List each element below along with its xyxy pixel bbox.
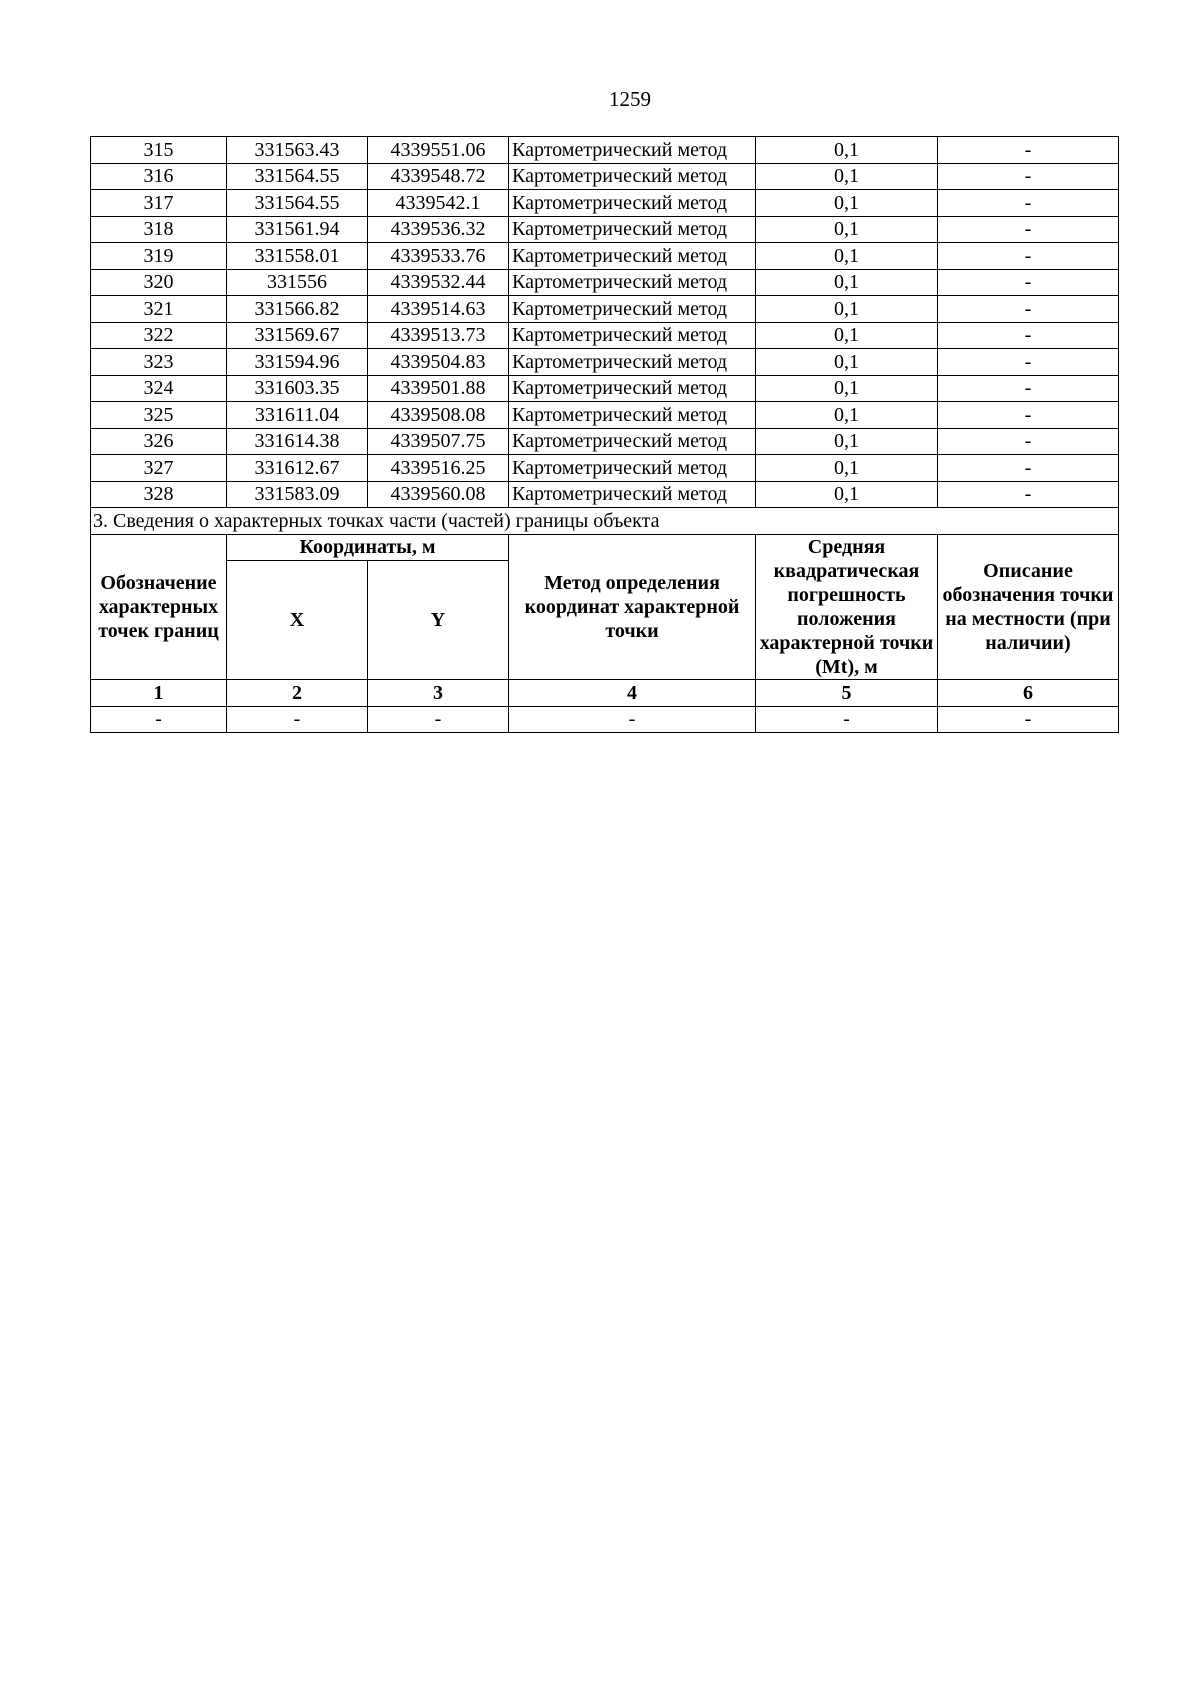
point-x-cell: 331564.55 — [227, 190, 368, 217]
empty-cell: - — [938, 706, 1119, 733]
section3-title-row — [91, 508, 1119, 535]
point-x-cell: 331603.35 — [227, 375, 368, 402]
point-y-cell: 4339508.08 — [368, 402, 509, 429]
point-description-cell: - — [938, 216, 1119, 243]
point-mt-cell: 0,1 — [756, 269, 938, 296]
point-x-cell: 331612.67 — [227, 455, 368, 482]
point-id-cell: 316 — [91, 163, 227, 190]
table-row — [91, 190, 1119, 217]
table-row — [91, 455, 1119, 482]
point-id-cell: 325 — [91, 402, 227, 429]
header-method: Метод определения координат характерной точки — [509, 534, 756, 680]
column-numbers-row — [91, 680, 1119, 707]
point-description-cell: - — [938, 269, 1119, 296]
section3-header-row — [91, 534, 1119, 561]
table-row — [91, 322, 1119, 349]
point-x-cell: 331563.43 — [227, 137, 368, 164]
point-x-cell: 331594.96 — [227, 349, 368, 376]
point-description-cell: - — [938, 375, 1119, 402]
point-description-cell: - — [938, 190, 1119, 217]
point-mt-cell: 0,1 — [756, 428, 938, 455]
point-description-cell: - — [938, 349, 1119, 376]
point-y-cell: 4339560.08 — [368, 481, 509, 508]
point-id-cell: 324 — [91, 375, 227, 402]
column-number: 5 — [756, 680, 938, 707]
point-id-cell: 322 — [91, 322, 227, 349]
point-method-cell: Картометрический метод — [509, 481, 756, 508]
point-y-cell: 4339507.75 — [368, 428, 509, 455]
point-mt-cell: 0,1 — [756, 455, 938, 482]
point-method-cell: Картометрический метод — [509, 428, 756, 455]
point-description-cell: - — [938, 481, 1119, 508]
header-mt: Средняя квадратическая погрешность положения характерной точки (Mt), м — [756, 534, 938, 680]
point-method-cell: Картометрический метод — [509, 163, 756, 190]
point-method-cell: Картометрический метод — [509, 216, 756, 243]
point-method-cell: Картометрический метод — [509, 243, 756, 270]
point-id-cell: 317 — [91, 190, 227, 217]
table-row — [91, 296, 1119, 323]
point-x-cell: 331556 — [227, 269, 368, 296]
table-row — [91, 216, 1119, 243]
point-description-cell: - — [938, 428, 1119, 455]
point-mt-cell: 0,1 — [756, 296, 938, 323]
header-coordinates: Координаты, м — [227, 534, 509, 561]
point-description-cell: - — [938, 243, 1119, 270]
empty-cell: - — [509, 706, 756, 733]
column-number: 6 — [938, 680, 1119, 707]
point-method-cell: Картометрический метод — [509, 402, 756, 429]
empty-cell: - — [756, 706, 938, 733]
point-id-cell: 323 — [91, 349, 227, 376]
point-id-cell: 319 — [91, 243, 227, 270]
point-method-cell: Картометрический метод — [509, 375, 756, 402]
point-y-cell: 4339513.73 — [368, 322, 509, 349]
empty-cell: - — [91, 706, 227, 733]
table-row — [91, 137, 1119, 164]
point-mt-cell: 0,1 — [756, 322, 938, 349]
point-method-cell: Картометрический метод — [509, 349, 756, 376]
point-method-cell: Картометрический метод — [509, 137, 756, 164]
point-x-cell: 331569.67 — [227, 322, 368, 349]
point-description-cell: - — [938, 296, 1119, 323]
header-designation: Обозначение характерных точек границ — [91, 534, 227, 680]
point-id-cell: 321 — [91, 296, 227, 323]
point-description-cell: - — [938, 455, 1119, 482]
point-mt-cell: 0,1 — [756, 137, 938, 164]
point-id-cell: 327 — [91, 455, 227, 482]
point-description-cell: - — [938, 137, 1119, 164]
point-method-cell: Картометрический метод — [509, 322, 756, 349]
point-description-cell: - — [938, 402, 1119, 429]
points-table-body — [91, 137, 1119, 508]
point-y-cell: 4339504.83 — [368, 349, 509, 376]
point-y-cell: 4339514.63 — [368, 296, 509, 323]
point-y-cell: 4339516.25 — [368, 455, 509, 482]
empty-cell: - — [368, 706, 509, 733]
empty-cell: - — [227, 706, 368, 733]
table-row — [91, 428, 1119, 455]
table-row — [91, 402, 1119, 429]
point-id-cell: 326 — [91, 428, 227, 455]
point-mt-cell: 0,1 — [756, 481, 938, 508]
point-id-cell: 328 — [91, 481, 227, 508]
point-mt-cell: 0,1 — [756, 402, 938, 429]
column-number: 1 — [91, 680, 227, 707]
table-row — [91, 163, 1119, 190]
point-x-cell: 331564.55 — [227, 163, 368, 190]
point-id-cell: 315 — [91, 137, 227, 164]
point-mt-cell: 0,1 — [756, 163, 938, 190]
coordinates-table — [90, 136, 1119, 733]
point-x-cell: 331611.04 — [227, 402, 368, 429]
section3-body — [91, 508, 1119, 733]
point-description-cell: - — [938, 322, 1119, 349]
point-method-cell: Картометрический метод — [509, 269, 756, 296]
point-y-cell: 4339536.32 — [368, 216, 509, 243]
point-mt-cell: 0,1 — [756, 216, 938, 243]
point-mt-cell: 0,1 — [756, 349, 938, 376]
point-mt-cell: 0,1 — [756, 375, 938, 402]
table-row — [91, 481, 1119, 508]
point-id-cell: 320 — [91, 269, 227, 296]
point-x-cell: 331558.01 — [227, 243, 368, 270]
table-row — [91, 269, 1119, 296]
point-method-cell: Картометрический метод — [509, 190, 756, 217]
point-y-cell: 4339501.88 — [368, 375, 509, 402]
point-x-cell: 331561.94 — [227, 216, 368, 243]
point-description-cell: - — [938, 163, 1119, 190]
point-method-cell: Картометрический метод — [509, 455, 756, 482]
page-number: 1259 — [609, 87, 651, 111]
point-id-cell: 318 — [91, 216, 227, 243]
point-x-cell: 331614.38 — [227, 428, 368, 455]
point-y-cell: 4339542.1 — [368, 190, 509, 217]
table-row — [91, 375, 1119, 402]
point-y-cell: 4339533.76 — [368, 243, 509, 270]
point-method-cell: Картометрический метод — [509, 296, 756, 323]
header-description: Описание обозначения точки на местности (при наличии) — [938, 534, 1119, 680]
section3-empty-row — [91, 706, 1119, 733]
column-number: 4 — [509, 680, 756, 707]
point-y-cell: 4339551.06 — [368, 137, 509, 164]
point-y-cell: 4339532.44 — [368, 269, 509, 296]
column-number: 3 — [368, 680, 509, 707]
point-y-cell: 4339548.72 — [368, 163, 509, 190]
point-mt-cell: 0,1 — [756, 190, 938, 217]
header-y: Y — [368, 561, 509, 680]
column-number: 2 — [227, 680, 368, 707]
section3-title: 3. Сведения о характерных точках части (частей) границы объекта — [91, 508, 1119, 535]
point-mt-cell: 0,1 — [756, 243, 938, 270]
point-x-cell: 331583.09 — [227, 481, 368, 508]
table-row — [91, 349, 1119, 376]
header-x: X — [227, 561, 368, 680]
point-x-cell: 331566.82 — [227, 296, 368, 323]
table-row — [91, 243, 1119, 270]
